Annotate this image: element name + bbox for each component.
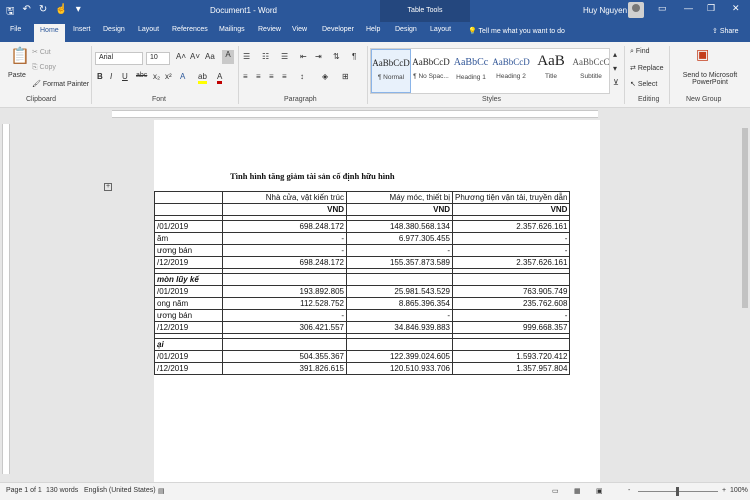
style-label: Heading 1 bbox=[456, 74, 486, 81]
touch-mode-icon[interactable]: ☝ bbox=[55, 4, 68, 15]
style-sample: AaBbCcD bbox=[492, 57, 530, 67]
table-row bbox=[155, 322, 570, 334]
powerpoint-icon[interactable]: ▣ bbox=[696, 46, 710, 62]
tab-review[interactable]: Review bbox=[258, 26, 281, 33]
gallery-scroll-up-icon[interactable]: ▴ bbox=[613, 50, 618, 59]
table-cell[interactable]: 763.905.749 bbox=[453, 286, 570, 298]
tell-me-text: Tell me what you want to do bbox=[478, 28, 565, 35]
italic-button[interactable]: I bbox=[110, 72, 113, 81]
table-row bbox=[155, 233, 570, 245]
read-mode-icon[interactable]: ▭ bbox=[552, 488, 559, 495]
bold-button[interactable]: B bbox=[97, 72, 103, 81]
table-row bbox=[155, 221, 570, 233]
style-no-spacing[interactable] bbox=[411, 49, 451, 93]
brush-icon: 🖌 bbox=[32, 81, 43, 88]
table-cell[interactable]: /01/2019 bbox=[155, 221, 223, 233]
clipboard-group-label: Clipboard bbox=[26, 96, 56, 103]
table-cell[interactable]: 306.421.557 bbox=[223, 322, 347, 334]
style-sample: AaBbCcD bbox=[372, 58, 410, 68]
table-header-cell[interactable]: Máy móc, thiết bị bbox=[347, 192, 453, 204]
share-label: Share bbox=[719, 28, 739, 35]
web-layout-icon[interactable]: ▣ bbox=[596, 488, 603, 495]
table-tools-label: Table Tools bbox=[380, 0, 470, 22]
table-cell[interactable]: 2.357.626.161 bbox=[453, 221, 570, 233]
style-label: Title bbox=[544, 73, 558, 80]
clear-formatting-icon[interactable]: A bbox=[222, 50, 234, 64]
table-row bbox=[155, 363, 570, 375]
table-row bbox=[155, 274, 570, 286]
select-label: Select bbox=[637, 81, 658, 88]
table-row bbox=[155, 286, 570, 298]
ribbon-options-icon[interactable]: ▭ bbox=[658, 3, 667, 13]
document-page[interactable] bbox=[154, 120, 600, 482]
justify-icon[interactable]: ≡ bbox=[282, 72, 287, 81]
table-cell[interactable]: - bbox=[347, 245, 453, 257]
superscript-button[interactable]: x² bbox=[165, 72, 172, 81]
tab-home[interactable]: Home bbox=[34, 24, 65, 42]
table-cell[interactable]: 391.826.615 bbox=[223, 363, 347, 375]
style-label: ¶ Normal bbox=[377, 74, 405, 81]
select-button[interactable] bbox=[630, 80, 657, 88]
table-cell[interactable]: 6.977.305.455 bbox=[347, 233, 453, 245]
table-row bbox=[155, 257, 570, 269]
restore-icon[interactable]: ❐ bbox=[707, 3, 716, 13]
close-icon[interactable]: ✕ bbox=[732, 3, 740, 13]
style-normal[interactable] bbox=[371, 49, 411, 93]
table-cell[interactable]: 1.357.957.804 bbox=[453, 363, 570, 375]
cut-label: Cut bbox=[39, 49, 51, 56]
format-painter-label: Format Painter bbox=[42, 81, 90, 88]
shading-icon[interactable]: ◈ bbox=[322, 72, 329, 81]
font-group-label: Font bbox=[152, 96, 167, 103]
find-label: Find bbox=[635, 48, 650, 55]
print-layout-icon[interactable]: ▦ bbox=[574, 488, 581, 495]
decrease-indent-icon[interactable]: ⇤ bbox=[300, 52, 307, 61]
save-icon[interactable]: 🖫 bbox=[6, 6, 15, 17]
table-cell[interactable]: ương bán bbox=[155, 245, 223, 257]
tab-table-layout[interactable]: Layout bbox=[430, 26, 452, 33]
window-title: Document1 - Word bbox=[210, 6, 277, 15]
table-cell[interactable]: - bbox=[453, 233, 570, 245]
style-label: Subtitle bbox=[580, 73, 602, 80]
styles-group-label: Styles bbox=[482, 96, 502, 103]
send-to-powerpoint-button[interactable]: Send to Microsoft PowerPoint bbox=[682, 72, 738, 86]
line-spacing-icon[interactable]: ↕ bbox=[300, 72, 304, 81]
table-cell[interactable]: 34.846.939.883 bbox=[347, 322, 453, 334]
divider bbox=[367, 46, 368, 104]
table-cell[interactable]: 235.762.608 bbox=[453, 298, 570, 310]
table-cell[interactable]: 112.528.752 bbox=[223, 298, 347, 310]
borders-icon[interactable]: ⊞ bbox=[342, 72, 349, 81]
divider bbox=[238, 46, 239, 104]
tab-insert[interactable]: Insert bbox=[73, 26, 91, 33]
divider bbox=[669, 46, 670, 104]
style-sample: AaB bbox=[537, 53, 565, 69]
tab-developer[interactable]: Developer bbox=[322, 26, 354, 33]
table-cell[interactable] bbox=[155, 204, 223, 216]
tab-layout[interactable]: Layout bbox=[138, 26, 160, 33]
paste-button[interactable]: Paste bbox=[8, 72, 26, 79]
tab-help[interactable]: Help bbox=[366, 26, 381, 33]
table-cell[interactable]: /12/2019 bbox=[155, 322, 223, 334]
search-icon: ⌕ bbox=[630, 48, 636, 55]
share-icon: ⇪ bbox=[712, 28, 720, 35]
user-name[interactable]: Huy Nguyen bbox=[583, 6, 628, 15]
style-label: Heading 2 bbox=[496, 73, 526, 80]
paragraph-group-label: Paragraph bbox=[284, 96, 317, 103]
strikethrough-button[interactable]: abc bbox=[136, 72, 148, 79]
undo-icon[interactable]: ↶ bbox=[22, 4, 31, 15]
table-cell[interactable]: /01/2019 bbox=[155, 351, 223, 363]
change-case-button[interactable]: Aa bbox=[205, 52, 215, 61]
highlight-icon[interactable]: ab bbox=[198, 72, 207, 84]
align-left-icon[interactable]: ≡ bbox=[243, 72, 248, 81]
customize-icon[interactable]: ▾ bbox=[75, 4, 81, 15]
text-effects-button[interactable]: A bbox=[180, 72, 186, 81]
section-heading-cell[interactable]: mòn lũy kế bbox=[155, 274, 223, 286]
table-cell[interactable]: 120.510.933.706 bbox=[347, 363, 453, 375]
copy-label: Copy bbox=[39, 64, 56, 71]
table-header-cell[interactable]: Nhà cửa, vật kiến trúc bbox=[223, 192, 347, 204]
new-group-label: New Group bbox=[686, 96, 722, 103]
table-cell[interactable]: - bbox=[453, 245, 570, 257]
table-header-cell[interactable]: Phương tiện vận tải, truyền dẫn bbox=[453, 192, 570, 204]
grow-font-icon[interactable]: A˄ bbox=[176, 52, 187, 61]
style-title[interactable] bbox=[531, 49, 571, 93]
status-bar bbox=[0, 482, 750, 500]
tell-me-search[interactable] bbox=[468, 27, 565, 35]
table-cell[interactable]: 8.865.396.354 bbox=[347, 298, 453, 310]
font-name-select[interactable]: Arial bbox=[95, 52, 143, 65]
table-cell[interactable]: - bbox=[223, 310, 347, 322]
table-cell[interactable] bbox=[223, 274, 347, 286]
ribbon-tabs bbox=[0, 22, 750, 42]
zoom-out-button[interactable]: - bbox=[628, 487, 631, 494]
avatar[interactable] bbox=[628, 2, 644, 18]
font-color-icon[interactable]: A bbox=[217, 72, 222, 84]
align-center-icon[interactable]: ≡ bbox=[256, 72, 261, 81]
quick-access-toolbar bbox=[6, 4, 81, 21]
zoom-in-button[interactable]: + bbox=[722, 487, 727, 494]
copy-button[interactable] bbox=[32, 64, 56, 72]
minimize-icon[interactable]: — bbox=[684, 3, 693, 13]
table-cell[interactable]: - bbox=[223, 233, 347, 245]
unit-cell[interactable]: VND bbox=[347, 204, 453, 216]
table-row bbox=[155, 351, 570, 363]
table-row bbox=[155, 339, 570, 351]
section-heading-cell[interactable]: ại bbox=[155, 339, 223, 351]
style-label: ¶ No Spac... bbox=[413, 73, 449, 80]
font-size-select[interactable]: 10 bbox=[146, 52, 170, 65]
replace-label: Replace bbox=[637, 65, 664, 72]
tab-references[interactable]: References bbox=[172, 26, 208, 33]
table-cell[interactable]: /12/2019 bbox=[155, 363, 223, 375]
table-cell[interactable]: ương bán bbox=[155, 310, 223, 322]
tab-view[interactable]: View bbox=[292, 26, 308, 33]
table-cell[interactable]: /01/2019 bbox=[155, 286, 223, 298]
shrink-font-icon[interactable]: A˅ bbox=[190, 52, 201, 61]
word-count[interactable]: 130 words bbox=[46, 487, 79, 494]
table-cell[interactable]: 698.248.172 bbox=[223, 221, 347, 233]
vertical-scrollbar[interactable] bbox=[740, 120, 750, 482]
table-cell[interactable]: ong năm bbox=[155, 298, 223, 310]
title-bar bbox=[0, 0, 750, 22]
table-cell[interactable] bbox=[347, 339, 453, 351]
vertical-ruler[interactable] bbox=[0, 120, 12, 482]
page-count[interactable]: Page 1 of 1 bbox=[6, 487, 42, 494]
table-row bbox=[155, 192, 570, 204]
table-cell[interactable]: 148.380.568.134 bbox=[347, 221, 453, 233]
table-cell[interactable]: /12/2019 bbox=[155, 257, 223, 269]
table-cell[interactable]: ăm bbox=[155, 233, 223, 245]
table-cell[interactable]: 193.892.805 bbox=[223, 286, 347, 298]
zoom-slider-handle[interactable] bbox=[676, 487, 679, 496]
horizontal-ruler[interactable] bbox=[0, 108, 750, 120]
style-sample: AaBbCc bbox=[453, 57, 489, 68]
increase-indent-icon[interactable]: ⇥ bbox=[315, 52, 322, 61]
table-cell[interactable] bbox=[155, 192, 223, 204]
table-cell[interactable]: - bbox=[223, 245, 347, 257]
zoom-level[interactable]: 100% bbox=[730, 487, 748, 494]
table-row bbox=[155, 204, 570, 216]
numbering-icon[interactable]: ☷ bbox=[262, 52, 270, 61]
gallery-more-icon[interactable]: ⊻ bbox=[613, 78, 619, 87]
copy-icon: ⎘ bbox=[32, 64, 40, 71]
proofing-icon[interactable]: ▤ bbox=[158, 488, 165, 495]
styles-gallery bbox=[370, 48, 610, 94]
share-button[interactable] bbox=[712, 27, 739, 35]
table-cell[interactable] bbox=[347, 274, 453, 286]
unit-cell[interactable]: VND bbox=[223, 204, 347, 216]
editing-group-label: Editing bbox=[638, 96, 660, 103]
select-icon: ↖ bbox=[630, 81, 638, 88]
style-heading-1[interactable] bbox=[451, 49, 491, 93]
table-cell[interactable] bbox=[453, 274, 570, 286]
ribbon bbox=[0, 42, 750, 108]
sort-icon[interactable]: ⇅ bbox=[333, 52, 340, 61]
table-row bbox=[155, 298, 570, 310]
language-indicator[interactable]: English (United States) bbox=[84, 487, 156, 494]
style-subtitle[interactable] bbox=[571, 49, 611, 93]
cut-icon: ✂ bbox=[32, 49, 40, 56]
table-cell[interactable]: 504.355.367 bbox=[223, 351, 347, 363]
underline-button[interactable]: U bbox=[122, 72, 128, 81]
table-cell[interactable]: 122.399.024.605 bbox=[347, 351, 453, 363]
show-marks-icon[interactable]: ¶ bbox=[352, 52, 357, 61]
redo-icon[interactable]: ↻ bbox=[38, 4, 48, 15]
ruler-track bbox=[2, 124, 10, 474]
table-cell[interactable]: - bbox=[453, 310, 570, 322]
table-title: Tình hình tăng giảm tài sản cố định hữu hình bbox=[230, 171, 395, 181]
table-row bbox=[155, 310, 570, 322]
table-cell[interactable]: 999.668.357 bbox=[453, 322, 570, 334]
table-cell[interactable]: 698.248.172 bbox=[223, 257, 347, 269]
ruler-track bbox=[112, 110, 598, 118]
scrollbar-thumb[interactable] bbox=[742, 128, 748, 308]
format-painter-button[interactable] bbox=[32, 80, 89, 88]
paste-icon[interactable]: 📋 bbox=[10, 48, 30, 65]
tab-design[interactable]: Design bbox=[103, 26, 125, 33]
bullets-icon[interactable]: ☰ bbox=[243, 52, 251, 61]
asset-table bbox=[154, 191, 570, 375]
subscript-button[interactable]: x₂ bbox=[153, 72, 161, 81]
replace-button[interactable] bbox=[630, 64, 664, 72]
multilevel-list-icon[interactable]: ☰ bbox=[281, 52, 289, 61]
unit-cell[interactable]: VND bbox=[453, 204, 570, 216]
gallery-scroll-down-icon[interactable]: ▾ bbox=[613, 64, 618, 73]
tab-table-design[interactable]: Design bbox=[395, 26, 417, 33]
replace-icon: ⇄ bbox=[630, 65, 638, 72]
table-move-handle-icon[interactable]: + bbox=[105, 183, 111, 190]
table-cell[interactable]: 25.981.543.529 bbox=[347, 286, 453, 298]
style-sample: AaBbCcC bbox=[572, 57, 610, 67]
table-cell[interactable] bbox=[453, 339, 570, 351]
divider bbox=[91, 46, 92, 104]
table-cell[interactable]: - bbox=[347, 310, 453, 322]
find-button[interactable] bbox=[630, 48, 650, 56]
lightbulb-icon: 💡 bbox=[468, 28, 479, 35]
style-sample: AaBbCcD bbox=[412, 57, 450, 67]
table-row bbox=[155, 245, 570, 257]
table-cell[interactable] bbox=[223, 339, 347, 351]
cut-button[interactable] bbox=[32, 48, 51, 56]
table-cell[interactable]: 2.357.626.161 bbox=[453, 257, 570, 269]
table-cell[interactable]: 155.357.873.589 bbox=[347, 257, 453, 269]
divider bbox=[624, 46, 625, 104]
style-heading-2[interactable] bbox=[491, 49, 531, 93]
align-right-icon[interactable]: ≡ bbox=[269, 72, 274, 81]
tab-mailings[interactable]: Mailings bbox=[219, 26, 245, 33]
table-cell[interactable]: 1.593.720.412 bbox=[453, 351, 570, 363]
tab-file[interactable]: File bbox=[10, 26, 22, 33]
